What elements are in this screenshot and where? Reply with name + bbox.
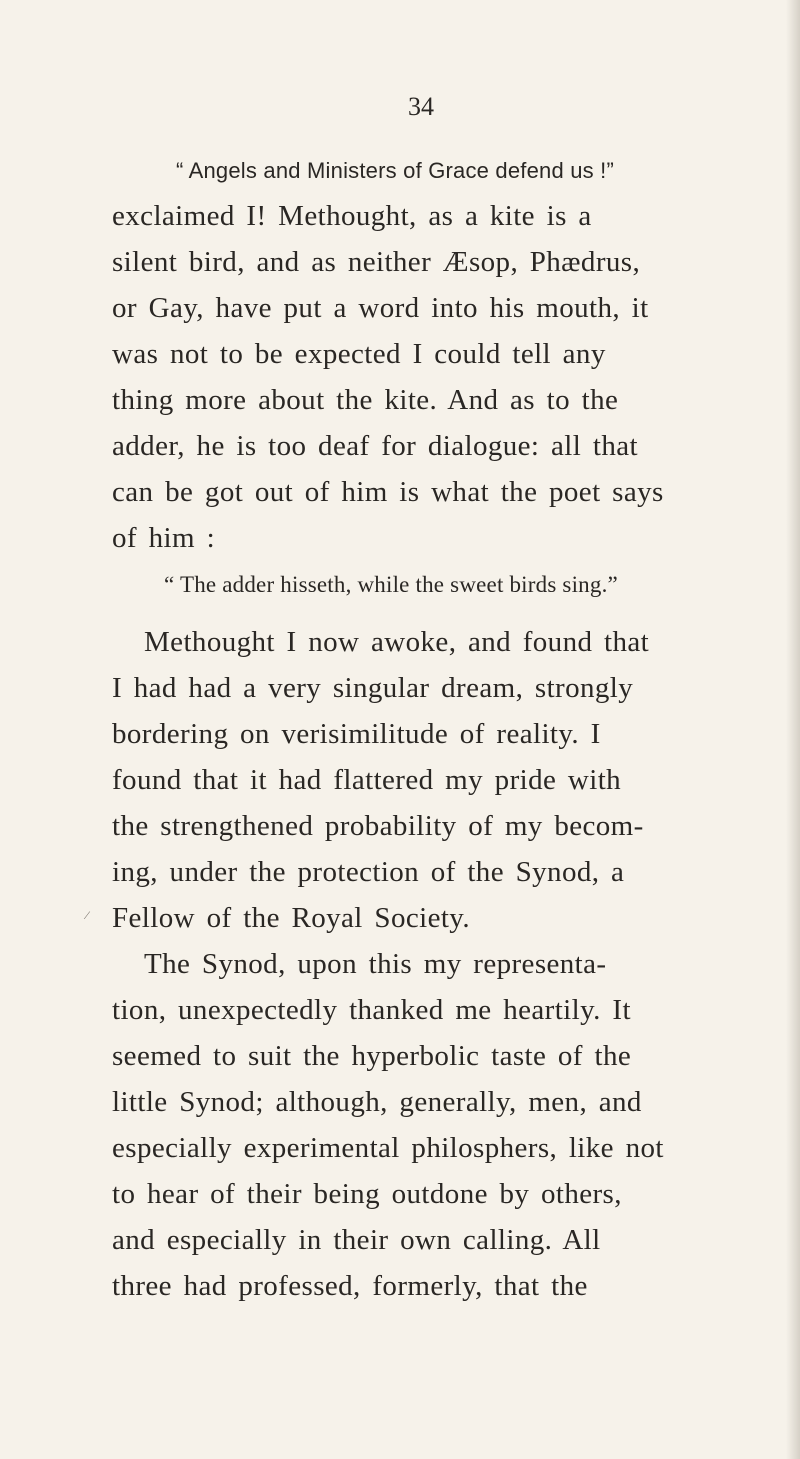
text-line: tion, unexpectedly thanked me heartily. It: [112, 994, 631, 1026]
text-line: bordering on verisimilitude of reality. I: [112, 718, 601, 750]
text-line: of him :: [112, 522, 216, 554]
text-line: can be got out of him is what the poet says: [112, 476, 664, 508]
text-line: adder, he is too deaf for dialogue: all that: [112, 430, 638, 462]
text-line: little Synod; although, generally, men, and: [112, 1086, 642, 1118]
text-line: seemed to suit the hyperbolic taste of the: [112, 1040, 632, 1072]
text-line: The Synod, upon this my representa-: [144, 948, 607, 980]
text-line: and especially in their own calling. All: [112, 1224, 601, 1256]
page-edge-shadow: [786, 0, 800, 1459]
text-line: exclaimed I! Methought, as a kite is a: [112, 200, 592, 232]
page-number: 34: [408, 92, 434, 121]
text-line: Methought I now awoke, and found that: [144, 626, 650, 658]
text-line: to hear of their being outdone by others,: [112, 1178, 622, 1210]
text-line: three had professed, formerly, that the: [112, 1270, 588, 1302]
margin-mark: ⁄: [86, 908, 89, 922]
text-line: silent bird, and as neither Æsop, Phædrus,: [112, 246, 641, 278]
epigraph-quote: “ Angels and Ministers of Grace defend us !”: [176, 158, 615, 183]
poem-quote: “ The adder hisseth, while the sweet birds sing.”: [164, 572, 618, 597]
text-line: the strengthened probability of my becom-: [112, 810, 644, 842]
text-line: or Gay, have put a word into his mouth, it: [112, 292, 649, 324]
text-line: Fellow of the Royal Society.: [112, 902, 470, 934]
text-line: thing more about the kite. And as to the: [112, 384, 619, 416]
text-line: found that it had flattered my pride with: [112, 764, 622, 796]
text-line: was not to be expected I could tell any: [112, 338, 606, 370]
text-line: I had had a very singular dream, strongly: [112, 672, 634, 704]
text-line: especially experimental philosphers, like not: [112, 1132, 664, 1164]
text-line: ing, under the protection of the Synod, a: [112, 856, 625, 888]
